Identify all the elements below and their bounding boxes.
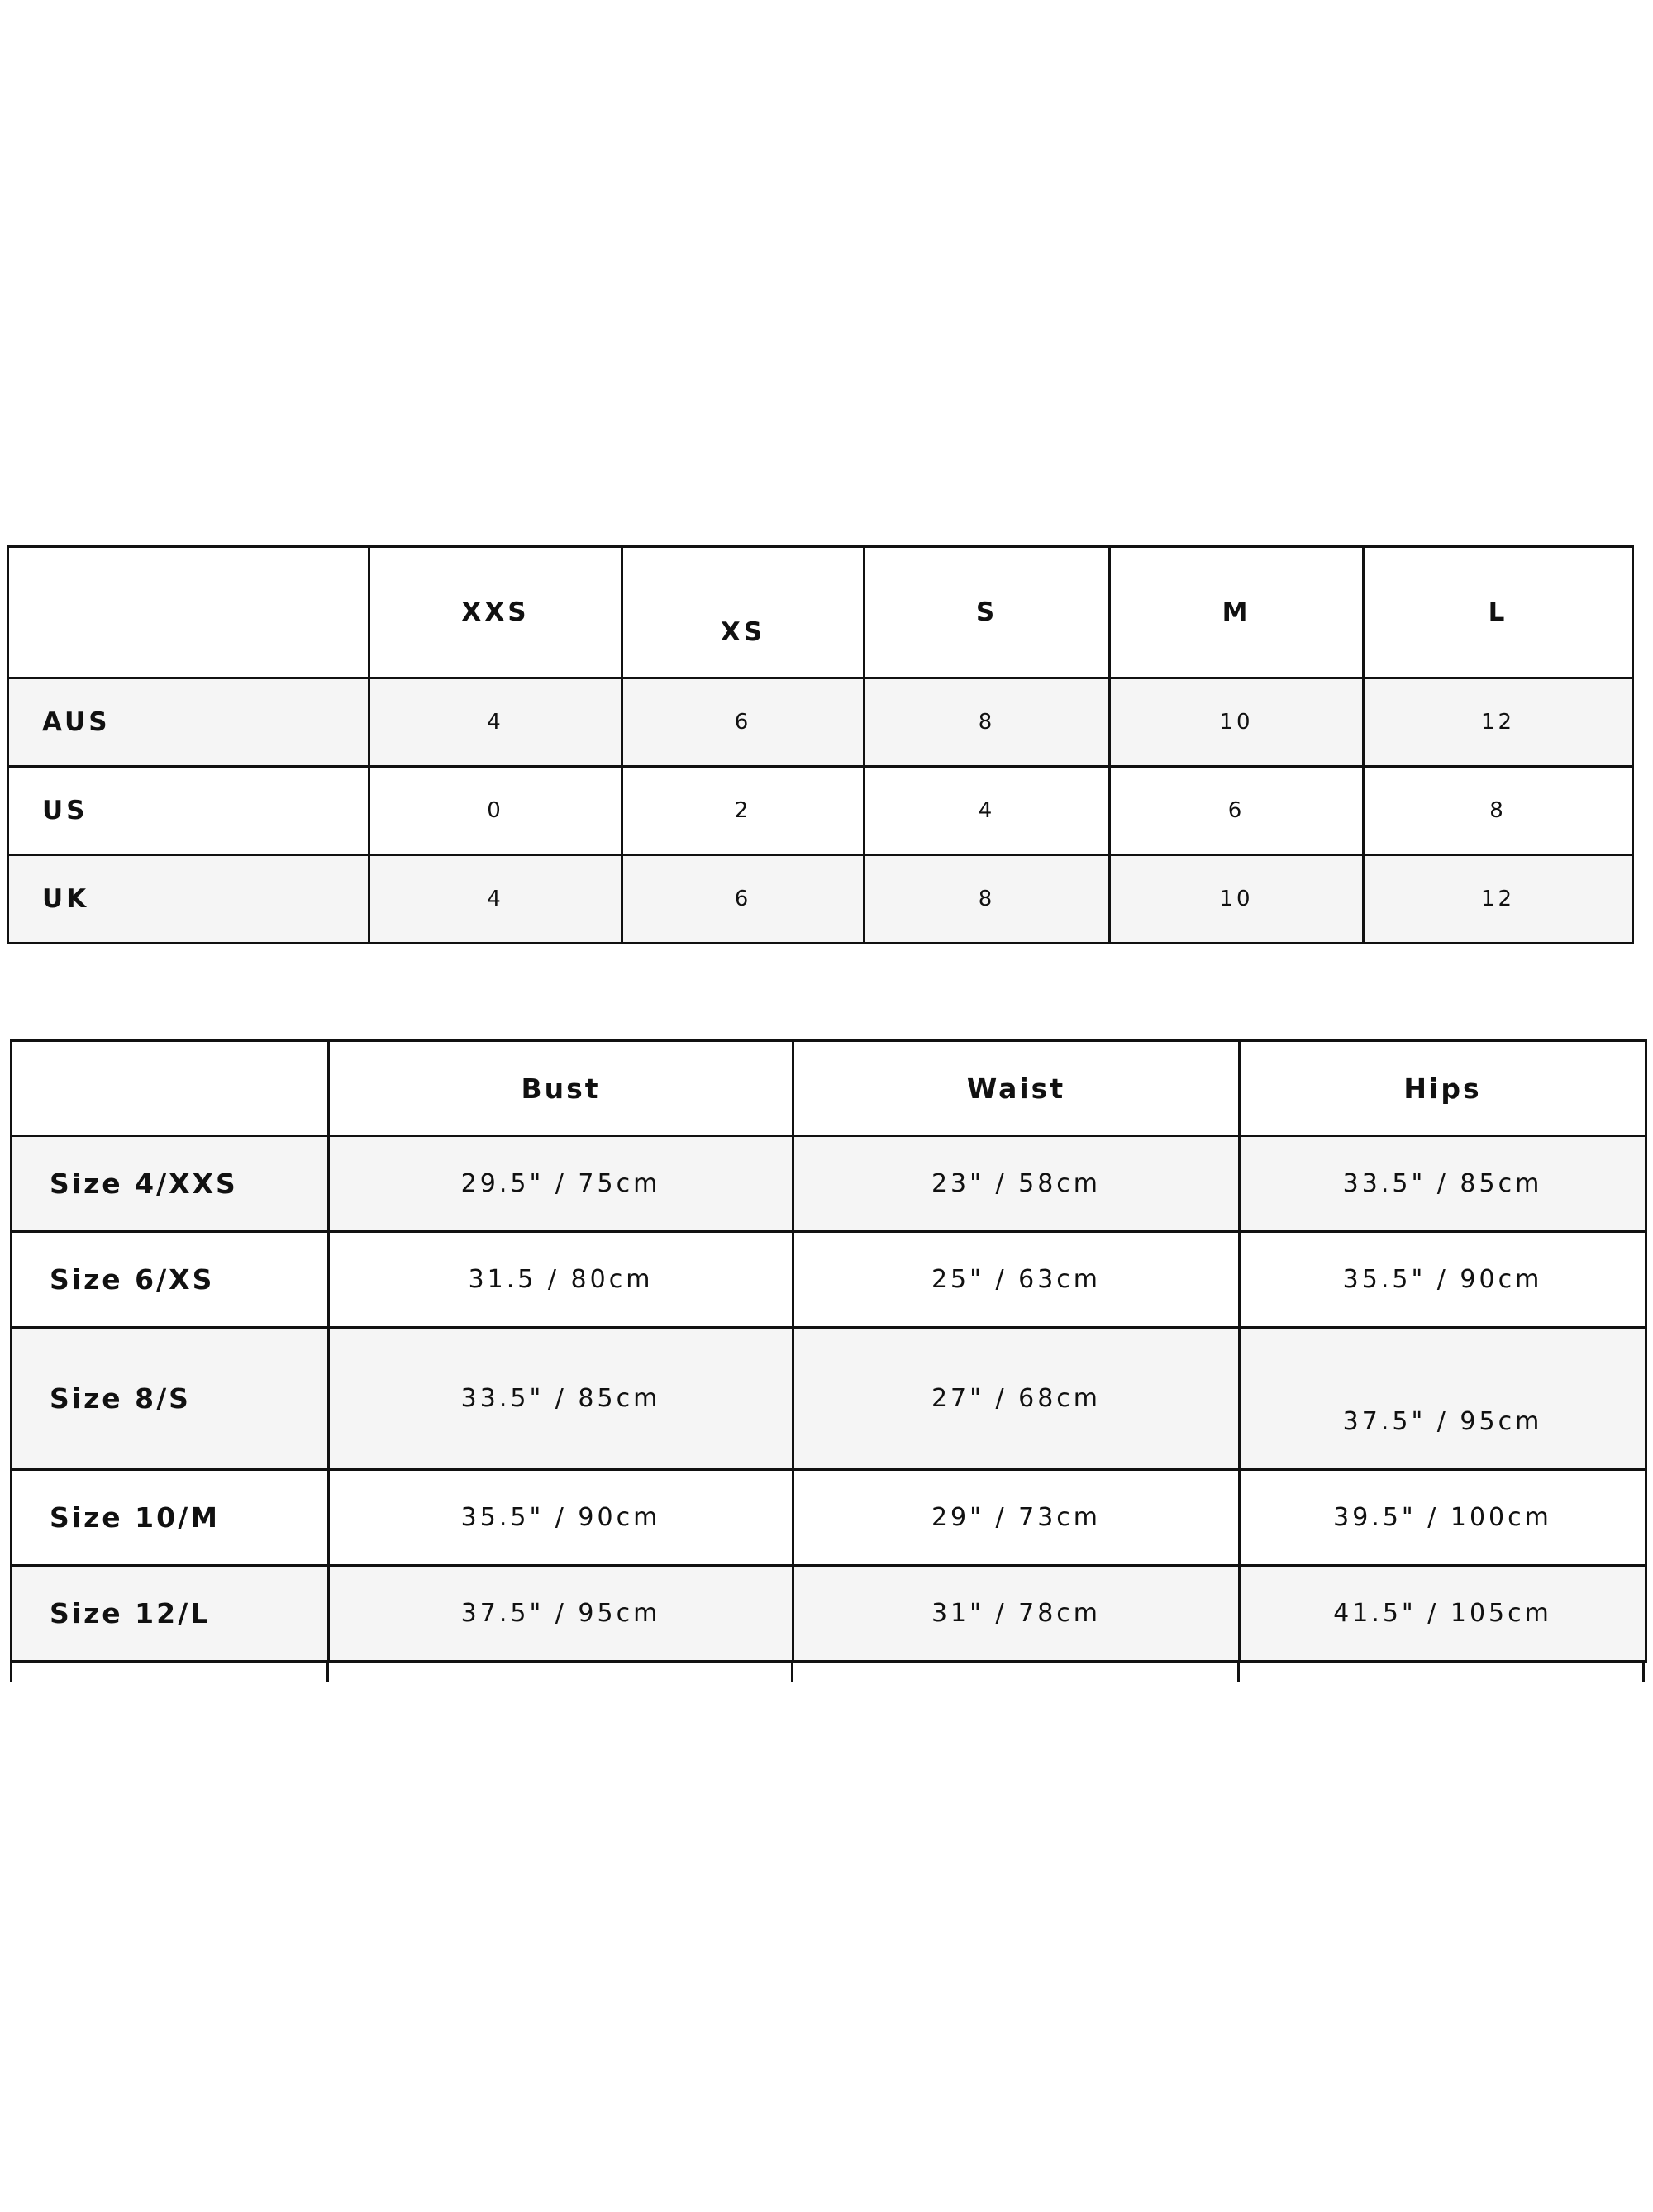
header-cell-hips: Hips	[1240, 1041, 1646, 1136]
table-header-row	[8, 547, 1633, 678]
header-cell-empty	[12, 1041, 329, 1136]
table-cell: 12	[1364, 855, 1633, 944]
row-label: Size 4/XXS	[12, 1136, 329, 1232]
table-row	[12, 1566, 1646, 1662]
table-cell: 23" / 58cm	[793, 1136, 1240, 1232]
table-row	[8, 678, 1633, 767]
header-cell-empty	[8, 547, 369, 678]
table-cell: 25" / 63cm	[793, 1232, 1240, 1328]
table-cell: 39.5" / 100cm	[1240, 1470, 1646, 1566]
table-cell: 33.5" / 85cm	[329, 1328, 793, 1470]
row-label: Size 6/XS	[12, 1232, 329, 1328]
table-header-row	[12, 1041, 1646, 1136]
table-cell: 33.5" / 85cm	[1240, 1136, 1646, 1232]
row-label: UK	[8, 855, 369, 944]
row-label: Size 10/M	[12, 1470, 329, 1566]
table-cell: 6	[622, 678, 865, 767]
table-row	[12, 1470, 1646, 1566]
table-cutoff-line	[10, 1663, 12, 1682]
table-cutoff-line	[791, 1663, 793, 1682]
header-cell-s: S	[865, 547, 1110, 678]
header-cell-waist: Waist	[793, 1041, 1240, 1136]
header-cell-xs: XS	[622, 547, 865, 678]
table-row	[12, 1232, 1646, 1328]
table-row	[8, 767, 1633, 855]
table-cell: 6	[1110, 767, 1364, 855]
size-conversion-table	[7, 545, 1634, 944]
header-cell-xxs: XXS	[369, 547, 622, 678]
table-cell: 35.5" / 90cm	[1240, 1232, 1646, 1328]
table-cell: 35.5" / 90cm	[329, 1470, 793, 1566]
table-cell: 29" / 73cm	[793, 1470, 1240, 1566]
table-cutoff-line	[1237, 1663, 1240, 1682]
table-row	[12, 1328, 1646, 1470]
table-cell: 8	[865, 678, 1110, 767]
table-cell: 2	[622, 767, 865, 855]
row-label: Size 12/L	[12, 1566, 329, 1662]
table-row	[8, 855, 1633, 944]
table-cutoff-line	[326, 1663, 329, 1682]
table-cell: 41.5" / 105cm	[1240, 1566, 1646, 1662]
table-cell: 4	[865, 767, 1110, 855]
table-cell: 27" / 68cm	[793, 1328, 1240, 1470]
table-cell: 4	[369, 678, 622, 767]
table-cell: 12	[1364, 678, 1633, 767]
row-label: AUS	[8, 678, 369, 767]
size-measurements-table	[10, 1039, 1647, 1663]
row-label: US	[8, 767, 369, 855]
header-cell-l: L	[1364, 547, 1633, 678]
table-cell: 37.5" / 95cm	[1240, 1328, 1646, 1470]
table-cell: 10	[1110, 855, 1364, 944]
table-cell: 31" / 78cm	[793, 1566, 1240, 1662]
table-cell: 10	[1110, 678, 1364, 767]
table-cutoff-line	[1642, 1663, 1645, 1682]
table-cell: 8	[1364, 767, 1633, 855]
table-cell: 6	[622, 855, 865, 944]
row-label: Size 8/S	[12, 1328, 329, 1470]
table-row	[12, 1136, 1646, 1232]
table-cell: 31.5 / 80cm	[329, 1232, 793, 1328]
table-cell: 8	[865, 855, 1110, 944]
table-cell: 4	[369, 855, 622, 944]
table-cell: 29.5" / 75cm	[329, 1136, 793, 1232]
table-cell: 37.5" / 95cm	[329, 1566, 793, 1662]
header-cell-bust: Bust	[329, 1041, 793, 1136]
header-cell-m: M	[1110, 547, 1364, 678]
table-cell: 0	[369, 767, 622, 855]
